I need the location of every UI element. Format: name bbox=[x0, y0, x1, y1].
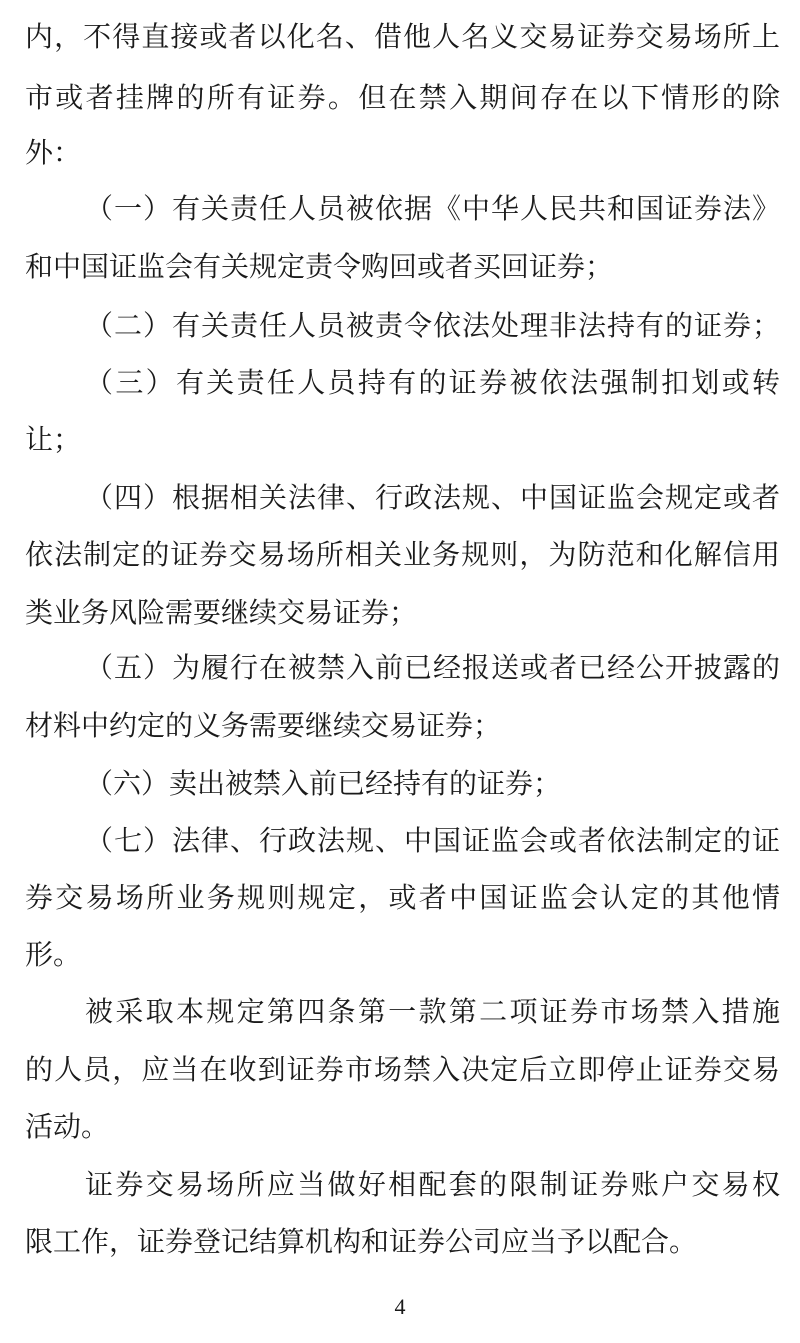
text-line: 类业务风险需要继续交易证券； bbox=[25, 596, 418, 629]
text-line: （二）有关责任人员被责令依法处理非法持有的证券； bbox=[85, 309, 780, 342]
text-line: 让； bbox=[25, 423, 82, 456]
text-line: 活动。 bbox=[25, 1110, 110, 1143]
text-line: 被采取本规定第四条第一款第二项证券市场禁入措施 bbox=[85, 995, 780, 1028]
text-line: 和中国证监会有关规定责令购回或者买回证券； bbox=[25, 250, 614, 283]
text-line: （一）有关责任人员被依据《中华人民共和国证券法》 bbox=[85, 192, 780, 225]
text-line: （三）有关责任人员持有的证券被依法强制扣划或转 bbox=[85, 366, 780, 399]
text-line: 外： bbox=[25, 136, 82, 169]
text-line: 内，不得直接或者以化名、借他人名义交易证券交易场所上 bbox=[25, 20, 780, 53]
text-line: 形。 bbox=[25, 938, 82, 971]
page-number: 4 bbox=[394, 1294, 406, 1319]
text-line: 的人员，应当在收到证券市场禁入决定后立即停止证券交易 bbox=[25, 1053, 780, 1086]
text-line: 限工作，证券登记结算机构和证券公司应当予以配合。 bbox=[25, 1225, 698, 1258]
text-line: 证券交易场所应当做好相配套的限制证券账户交易权 bbox=[85, 1168, 780, 1201]
text-line: （五）为履行在被禁入前已经报送或者已经公开披露的 bbox=[85, 651, 780, 684]
text-line: 券交易场所业务规则规定，或者中国证监会认定的其他情 bbox=[25, 881, 780, 914]
text-line: （四）根据相关法律、行政法规、中国证监会规定或者 bbox=[85, 481, 780, 514]
text-line: 材料中约定的义务需要继续交易证券； bbox=[25, 709, 502, 742]
text-line: 市或者挂牌的所有证券。但在禁入期间存在以下情形的除 bbox=[25, 81, 780, 114]
text-line: （七）法律、行政法规、中国证监会或者依法制定的证 bbox=[85, 824, 780, 857]
text-line: （六）卖出被禁入前已经持有的证券； bbox=[85, 767, 562, 800]
text-line: 依法制定的证券交易场所相关业务规则，为防范和化解信用 bbox=[25, 538, 780, 571]
